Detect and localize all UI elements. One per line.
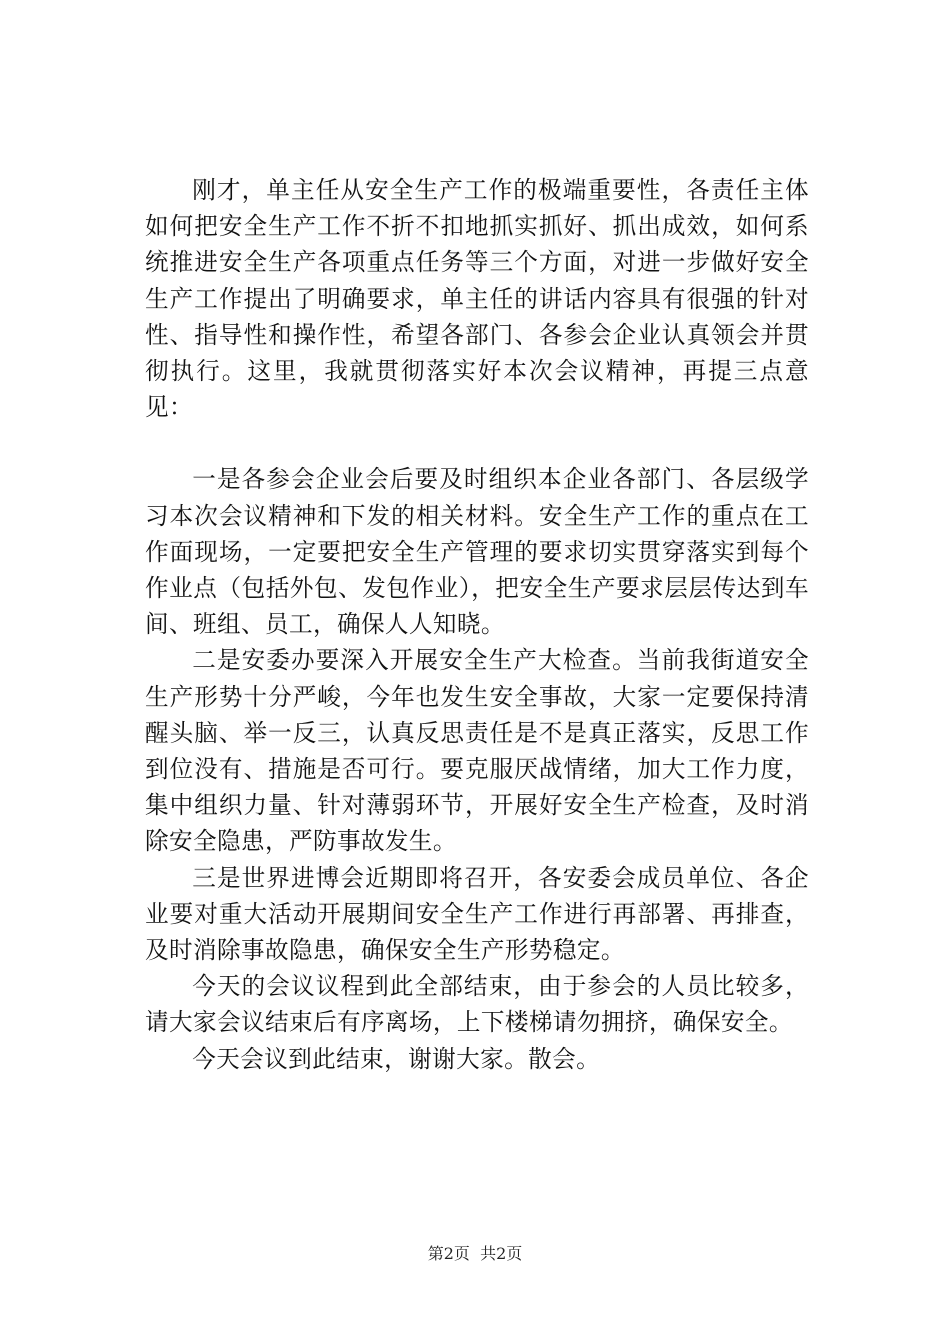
paragraph-closing-notice: 今天的会议议程到此全部结束，由于参会的人员比较多，请大家会议结束后有序离场，上下楼梯请勿拥挤，确保安全。 bbox=[145, 972, 809, 1037]
paragraph-point-two: 二是安委办要深入开展安全生产大检查。当前我街道安全生产形势十分严峻，今年也发生安全事故，大家一定要保持清醒头脑、举一反三，认真反思责任是不是真正落实，反思工作到位没有、措施是否可行。要克服厌战情绪，加大工作力度，集中组织力量、针对薄弱环节，开展好安全生产检查，及时消除安全隐患，严防事故发生。 bbox=[145, 646, 809, 856]
paragraph-point-three: 三是世界进博会近期即将召开，各安委会成员单位、各企业要对重大活动开展期间安全生产工作进行再部署、再排查，及时消除事故隐患，确保安全生产形势稳定。 bbox=[145, 863, 809, 965]
page-footer bbox=[0, 1244, 950, 1264]
paragraph-point-one: 一是各参会企业会后要及时组织本企业各部门、各层级学习本次会议精神和下发的相关材料。安全生产工作的重点在工作面现场，一定要把安全生产管理的要求切实贯穿落实到每个作业点（包括外包、发包作业），把安全生产要求层层传达到车间、班组、员工，确保人人知晓。 bbox=[145, 465, 809, 639]
paragraph-opening: 刚才，单主任从安全生产工作的极端重要性，各责任主体如何把安全生产工作不折不扣地抓实抓好、抓出成效，如何系统推进安全生产各项重点任务等三个方面，对进一步做好安全生产工作提出了明确要求，单主任的讲话内容具有很强的针对性、指导性和操作性，希望各部门、各参会企业认真领会并贯彻执行。这里，我就贯彻落实好本次会议精神，再提三点意见： bbox=[145, 176, 809, 422]
paragraph-gap bbox=[145, 425, 809, 461]
page-number: 第2页 共2页 bbox=[427, 1244, 523, 1263]
document-body bbox=[145, 172, 809, 1077]
paragraph-adjourn: 今天会议到此结束，谢谢大家。散会。 bbox=[192, 1044, 601, 1073]
